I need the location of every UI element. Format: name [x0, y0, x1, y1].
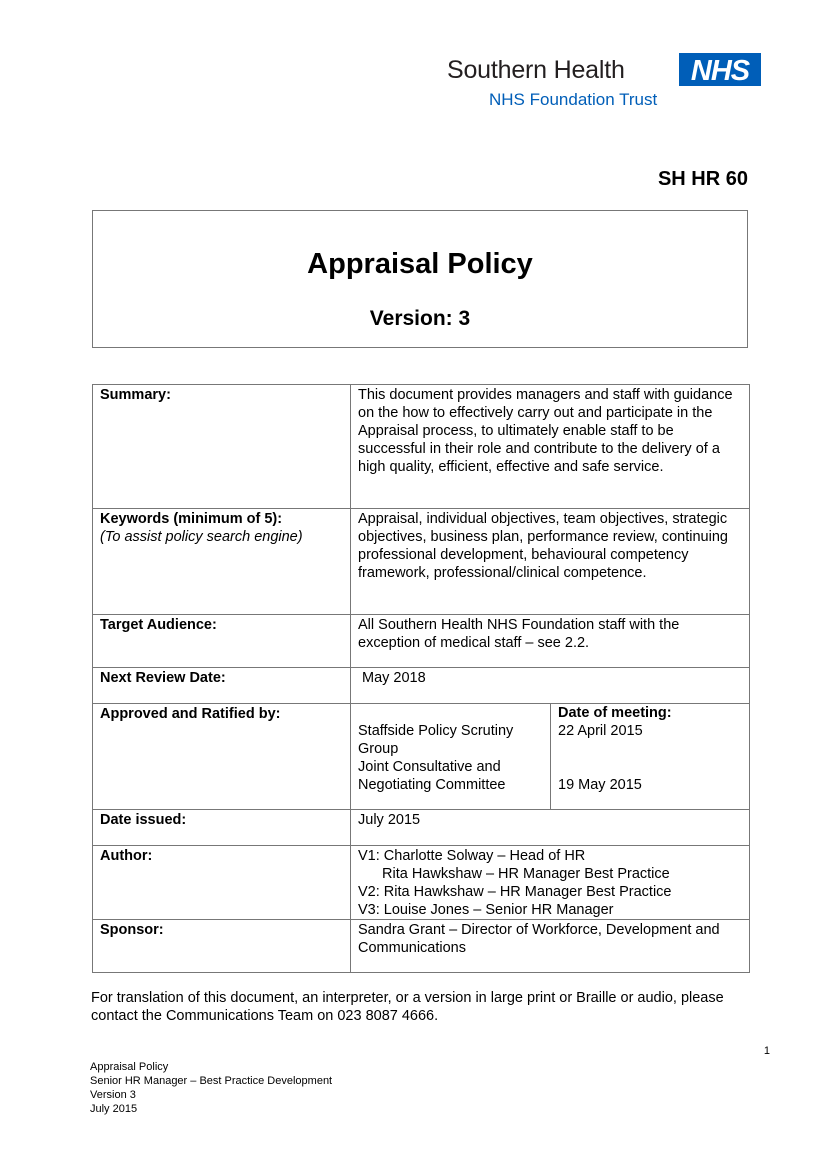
summary-value: This document provides managers and staff with guidance on the how to effectively carry out and participate in the Appraisal process, to ultimately enable staff to be successful in their role and contribute to the delivery of a high quality, efficient, effective and safe service.: [351, 385, 750, 509]
summary-label: Summary:: [93, 385, 351, 509]
nhs-mark: NHS: [690, 55, 750, 86]
author-value: [351, 846, 750, 920]
approved-subtable: [358, 704, 749, 809]
keywords-sublabel: (To assist policy search engine): [100, 529, 303, 545]
approved-row: [93, 704, 750, 810]
approved-label: Approved and Ratified by:: [93, 704, 351, 810]
keywords-row: [93, 509, 750, 615]
issued-label: Date issued:: [93, 810, 351, 846]
page-number: 1: [763, 1045, 770, 1057]
approved-dates: [551, 704, 750, 809]
keywords-cell: [93, 509, 351, 615]
issued-value: July 2015: [351, 810, 750, 846]
meeting-date-2: 19 May 2015: [558, 777, 642, 793]
review-label: Next Review Date:: [93, 668, 351, 704]
meeting-date-header: Date of meeting:: [558, 705, 672, 721]
review-row: [93, 668, 750, 704]
keywords-value: Appraisal, individual objectives, team objectives, strategic objectives, business plan, performance review, continuing professional development, behavioural competency framework, professional/clinical competence.: [351, 509, 750, 615]
document-version: Version: 3: [369, 307, 471, 330]
footer-line: July 2015: [90, 1103, 138, 1115]
footer-line: Appraisal Policy: [90, 1061, 169, 1073]
trust-logo: [447, 50, 767, 112]
author-line: V3: Louise Jones – Senior HR Manager: [358, 902, 614, 918]
policy-reference: SH HR 60: [657, 168, 748, 190]
review-value: May 2018: [351, 668, 750, 704]
author-line: V2: Rita Hawkshaw – HR Manager Best Practice: [358, 884, 672, 900]
sponsor-value: Sandra Grant – Director of Workforce, Development and Communications: [351, 920, 750, 973]
audience-value: All Southern Health NHS Foundation staff with the exception of medical staff – see 2.2.: [351, 615, 750, 668]
org-name: Southern Health: [447, 56, 625, 84]
author-line: Rita Hawkshaw – HR Manager Best Practice: [382, 866, 670, 882]
document-title: Appraisal Policy: [307, 248, 533, 280]
nhs-logo-icon: [679, 53, 761, 86]
author-label: Author:: [93, 846, 351, 920]
keywords-label: Keywords (minimum of 5):: [100, 511, 283, 527]
footer-line: Senior HR Manager – Best Practice Development: [90, 1075, 333, 1087]
meeting-date-1: 22 April 2015: [558, 723, 643, 739]
audience-label: Target Audience:: [93, 615, 351, 668]
approved-cell: [351, 704, 750, 810]
trust-name: NHS Foundation Trust: [489, 90, 658, 109]
audience-row: [93, 615, 750, 668]
summary-row: [93, 385, 750, 509]
footer-line: Version 3: [90, 1089, 136, 1101]
sponsor-row: [93, 920, 750, 973]
page-footer: [90, 1060, 332, 1116]
approval-group-2: Joint Consultative and Negotiating Committee: [358, 759, 506, 793]
issued-row: [93, 810, 750, 846]
author-row: [93, 846, 750, 920]
approval-group-1: Staffside Policy Scrutiny Group: [358, 723, 514, 757]
approved-groups: [358, 704, 551, 809]
policy-info-table: [92, 384, 750, 973]
sponsor-label: Sponsor:: [93, 920, 351, 973]
title-box: [92, 210, 748, 348]
author-line: V1: Charlotte Solway – Head of HR: [358, 848, 586, 864]
translation-note: For translation of this document, an interpreter, or a version in large print or Braille or audio, please contact the Communications Team on 023 8087 4666.: [91, 990, 724, 1024]
